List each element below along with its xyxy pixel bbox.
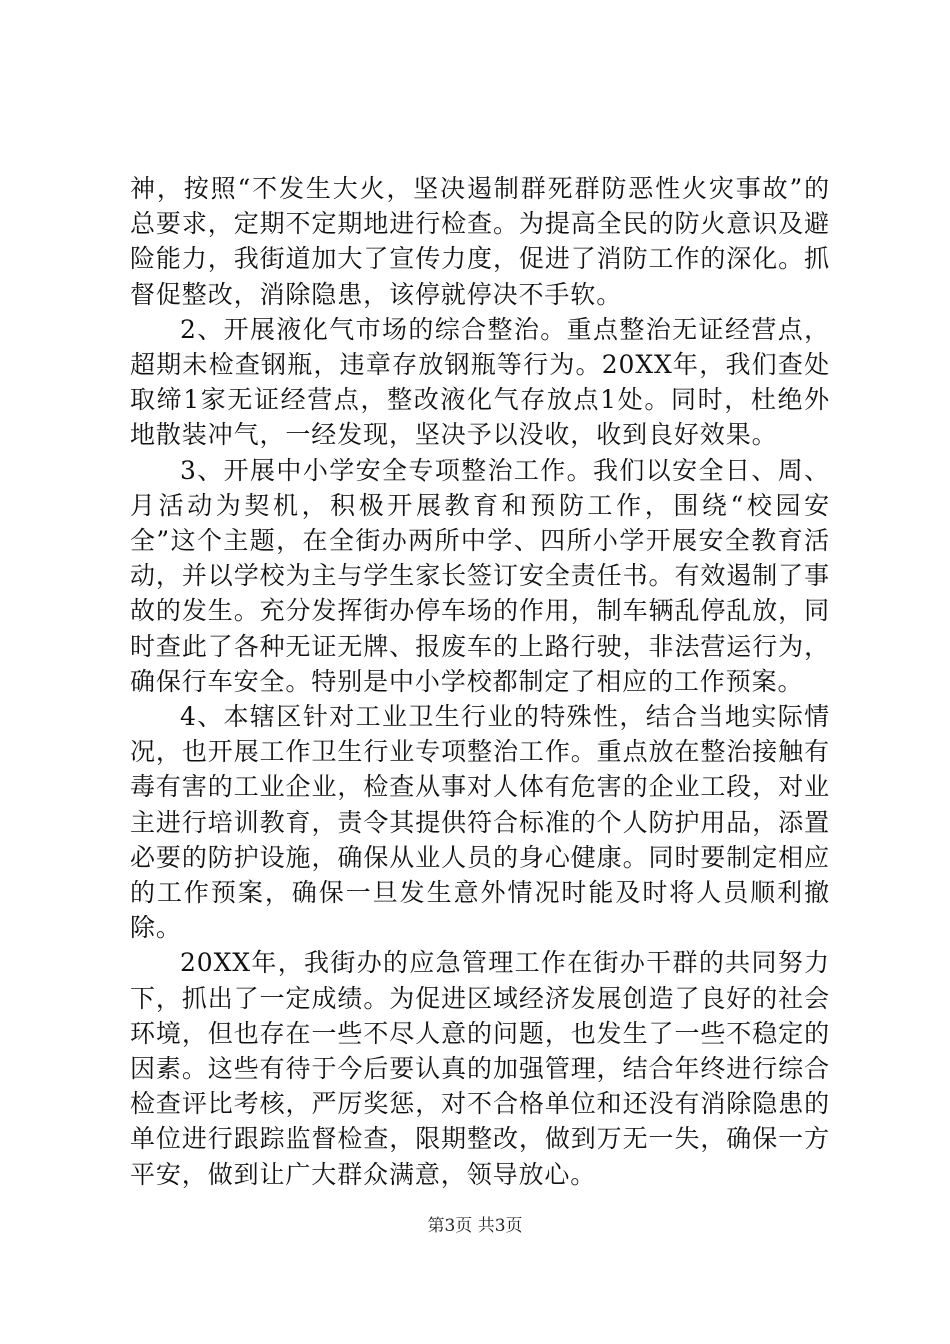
paragraph-industrial-hygiene: 4、本辖区针对工业卫生行业的特殊性，结合当地实际情况，也开展工作卫生行业专项整治工作。重点放在整治接触有毒有害的工业企业，检查从事对人体有危害的企业工段，对业主进行培训教育，责令其提供符合标准的个人防护用品，添置必要的防护设施，确保从业人员的身心健康。同时要制定相应的工作预案，确保一旦发生意外情况时能及时将人员顺利撤除。 — [130, 702, 830, 943]
paragraph-lpg-market: 2、开展液化气市场的综合整治。重点整治无证经营点，超期未检查钢瓶，违章存放钢瓶等行为。20XX年，我们查处取缔1家无证经营点，整改液化气存放点1处。同时，杜绝外地散装冲气，一经发现，坚决予以没收，收到良好效果。 — [130, 314, 830, 450]
paragraph-continuation: 神，按照“不发生大火，坚决遏制群死群防恶性火灾事故”的总要求，定期不定期地进行检查。为提高全民的防火意识及避险能力，我街道加大了宣传力度，促进了消防工作的深化。抓督促整改，消除隐患，该停就停决不手软。 — [130, 174, 830, 309]
document-body — [130, 171, 830, 1192]
page-number-footer: 第3页 共3页 — [427, 1216, 523, 1236]
paragraph-summary: 20XX年，我街办的应急管理工作在街办干群的共同努力下，抓出了一定成绩。为促进区域经济发展创造了良好的社会环境，但也存在一些不尽人意的问题，也发生了一些不稳定的因素。这些有待于今后要认真的加强管理，结合年终进行综合检查评比考核，严厉奖惩，对不合格单位和还没有消除隐患的单位进行跟踪监督检查，限期整改，做到万无一失，确保一方平安，做到让广大群众满意，领导放心。 — [130, 948, 830, 1189]
paragraph-school-safety: 3、开展中小学安全专项整治工作。我们以安全日、周、月活动为契机，积极开展教育和预防工作，围绕“校园安全”这个主题，在全街办两所中学、四所小学开展安全教育活动，并以学校为主与学生家长签订安全责任书。有效遏制了事故的发生。充分发挥街办停车场的作用，制车辆乱停乱放，同时查此了各种无证无牌、报废车的上路行驶，非法营运行为，确保行车安全。特别是中小学校都制定了相应的工作预案。 — [130, 455, 830, 696]
